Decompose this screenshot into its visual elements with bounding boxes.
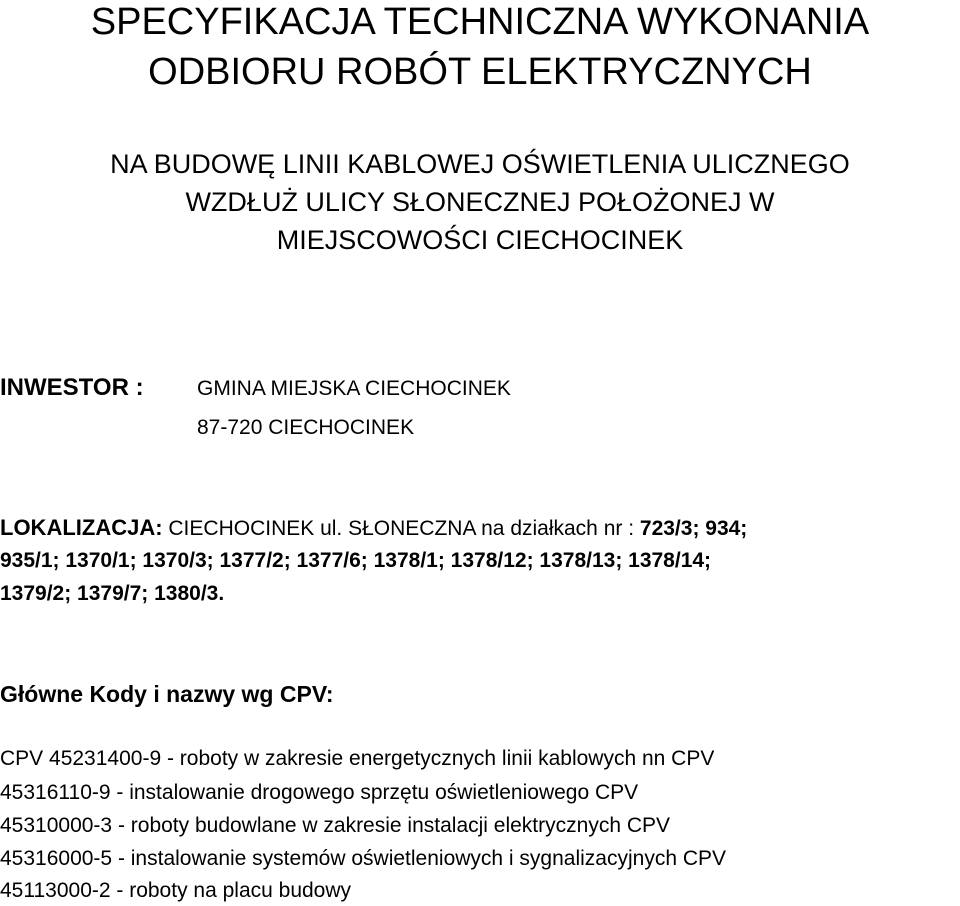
cpv-line-1: CPV 45231400-9 - roboty w zakresie energetycznych linii kablowych nn CPV <box>0 747 715 770</box>
investor-label: INWESTOR : <box>0 374 144 401</box>
subtitle-line-3: MIEJSCOWOŚCI CIECHOCINEK <box>276 225 684 255</box>
cpv-line-3: 45310000-3 - roboty budowlane w zakresie instalacji elektrycznych CPV <box>0 814 671 837</box>
location-parcels-3: 1379/2; 1379/7; 1380/3. <box>0 582 225 605</box>
title-line-1: SPECYFIKACJA TECHNICZNA WYKONANIA <box>90 1 870 43</box>
cpv-heading: Główne Kody i nazwy wg CPV: <box>0 681 334 707</box>
cpv-line-2: 45316110-9 - instalowanie drogowego sprzętu oświetleniowego CPV <box>0 781 639 804</box>
title-line-2: ODBIORU ROBÓT ELEKTRYCZNYCH <box>148 51 812 93</box>
investor-address: 87-720 CIECHOCINEK <box>197 416 415 439</box>
location-parcels-1: 723/3; 934; <box>639 517 748 540</box>
location-line-1 <box>0 514 747 543</box>
location-parcels-2: 935/1; 1370/1; 1370/3; 1377/2; 1377/6; 1378/1; 1378/12; 1378/13; 1378/14; <box>0 549 712 572</box>
location-label: LOKALIZACJA: <box>0 515 163 540</box>
location-text: CIECHOCINEK ul. SŁONECZNA na działkach nr : <box>168 517 635 540</box>
subtitle-line-1: NA BUDOWĘ LINII KABLOWEJ OŚWIETLENIA ULICZNEGO <box>110 149 850 179</box>
investor-name: GMINA MIEJSKA CIECHOCINEK <box>197 377 511 400</box>
cpv-line-5: 45113000-2 - roboty na placu budowy <box>0 879 352 902</box>
cpv-line-4: 45316000-5 - instalowanie systemów oświetleniowych i sygnalizacyjnych CPV <box>0 847 727 870</box>
subtitle-line-2: WZDŁUŻ ULICY SŁONECZNEJ POŁOŻONEJ W <box>185 187 775 217</box>
